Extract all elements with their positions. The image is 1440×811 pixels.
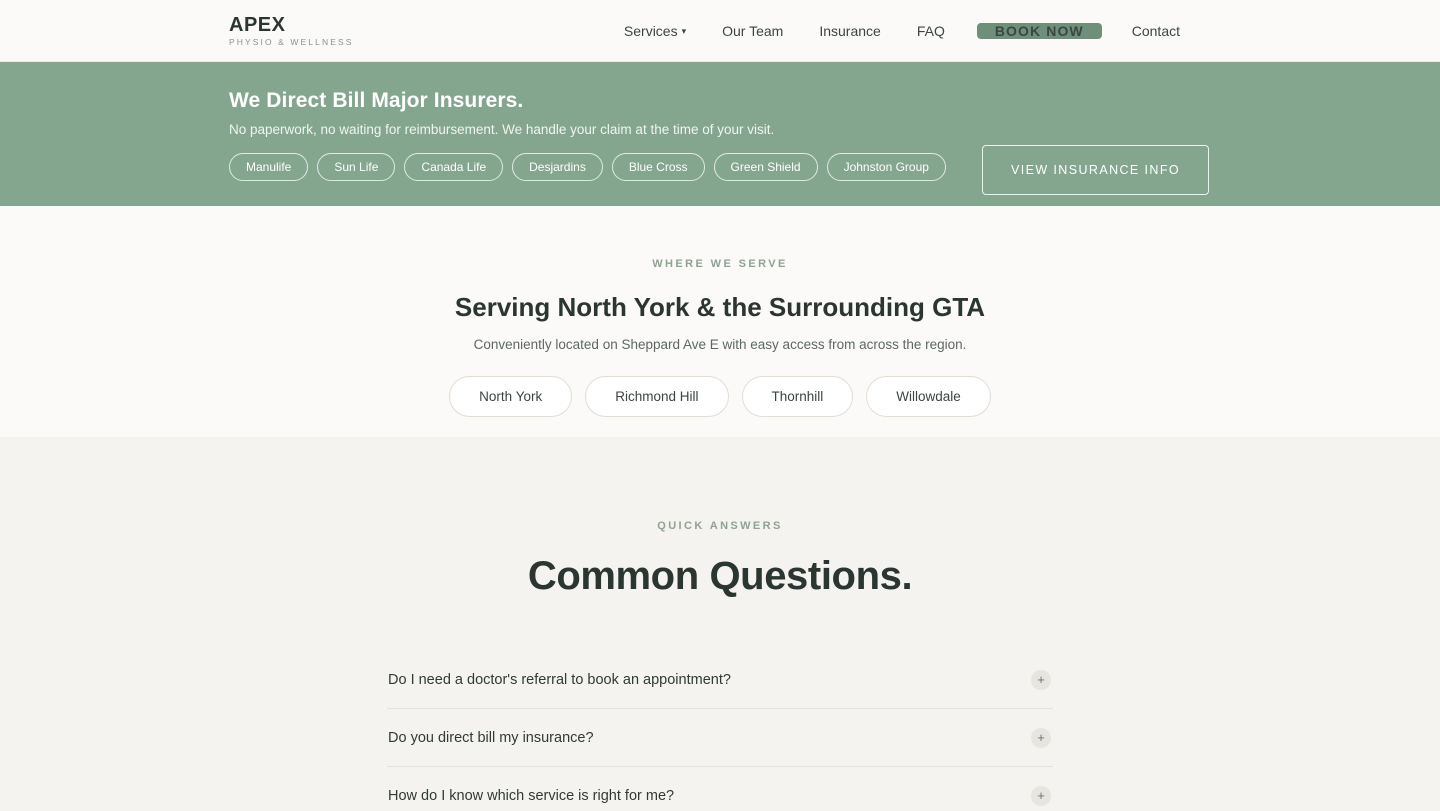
insurer-chip: Sun Life [317,153,395,181]
faq-question: Do I need a doctor's referral to book an appointment? [388,672,731,688]
service-area-chip[interactable]: North York [449,376,572,417]
brand-tagline: PHYSIO & WELLNESS [229,36,354,47]
plus-icon[interactable]: + [1031,728,1051,748]
faq-question: How do I know which service is right for me? [388,788,675,804]
insurer-chip: Desjardins [512,153,603,181]
serve-subheading: Conveniently located on Sheppard Ave E with easy access from across the region. [473,337,967,352]
faq-heading: Common Questions. [527,554,913,598]
plus-icon[interactable]: + [1031,670,1051,690]
plus-icon[interactable]: + [1031,786,1051,806]
faq-section [0,437,1440,811]
service-area-chip[interactable]: Thornhill [742,376,854,417]
serve-eyebrow: WHERE WE SERVE [652,258,788,270]
insurer-chip: Manulife [229,153,308,181]
nav-label-services: Services [623,23,678,39]
book-now-button[interactable]: BOOK NOW [977,23,1102,39]
view-insurance-info-button[interactable]: VIEW INSURANCE INFO [982,145,1209,195]
nav-item-faq[interactable]: FAQ [916,23,945,39]
service-area-list [0,376,1440,417]
service-area-chip[interactable]: Richmond Hill [585,376,728,417]
nav-item-contact[interactable]: Contact [1131,23,1180,39]
nav-item-services[interactable] [606,23,704,39]
nav-item-our-team[interactable]: Our Team [722,23,784,39]
faq-item[interactable] [387,651,1053,709]
insurance-heading: We Direct Bill Major Insurers. [229,89,524,112]
insurer-chip: Green Shield [714,153,818,181]
insurer-chip-list [229,153,1440,181]
nav-item-insurance[interactable]: Insurance [819,23,881,39]
insurance-subheading: No paperwork, no waiting for reimbursement. We handle your claim at the time of your visit. [229,122,775,137]
service-area-chip[interactable]: Willowdale [866,376,991,417]
faq-item[interactable] [387,709,1053,767]
insurance-band [0,62,1440,206]
faq-question: Do you direct bill my insurance? [388,730,594,746]
insurer-chip: Johnston Group [827,153,946,181]
brand-logo[interactable] [229,15,354,47]
faq-item[interactable] [387,767,1053,811]
site-header [0,0,1440,62]
faq-list [387,651,1053,811]
brand-name: APEX [229,13,286,36]
serve-heading: Serving North York & the Surrounding GTA [454,292,986,322]
main-navigation [606,0,1198,62]
where-we-serve-section [0,206,1440,437]
faq-eyebrow: QUICK ANSWERS [657,520,783,532]
insurer-chip: Canada Life [404,153,503,181]
insurer-chip: Blue Cross [612,153,705,181]
chevron-down-icon: ▾ [681,26,687,36]
